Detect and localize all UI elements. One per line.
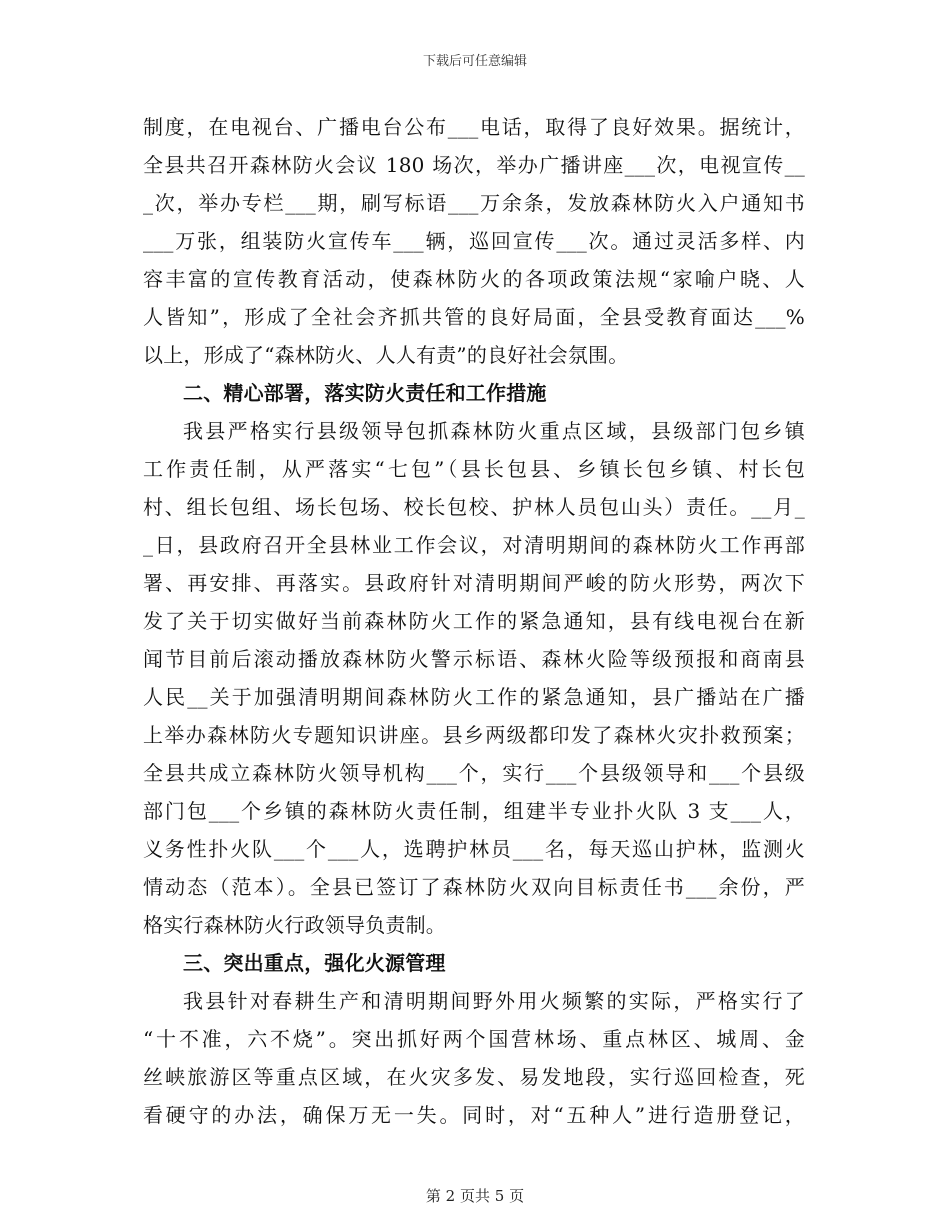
body-line: “十不准，六不烧”。突出抓好两个国营林场、重点林区、城周、金	[143, 1027, 805, 1051]
body-line: 全县共成立森林防火领导机构___个，实行___个县级领导和___个县级	[143, 761, 805, 785]
body-line: 丝峡旅游区等重点区域，在火灾多发、易发地段，实行巡回检查，死	[143, 1065, 805, 1089]
body-line: 全县共召开森林防火会议 180 场次，举办广播讲座___次，电视宣传__	[143, 153, 805, 177]
body-line: 看硬守的办法，确保万无一失。同时，对“五种人”进行造册登记，	[143, 1103, 805, 1127]
body-line: 我县严格实行县级领导包抓森林防火重点区域，县级部门包乡镇	[183, 419, 805, 443]
page-header: 下载后可任意编辑	[422, 54, 527, 69]
body-line: 人民__关于加强清明期间森林防火工作的紧急通知，县广播站在广播	[143, 685, 805, 709]
section-heading: 三、突出重点，强化火源管理	[183, 951, 446, 975]
body-line: 我县针对春耕生产和清明期间野外用火频繁的实际，严格实行了	[183, 989, 805, 1013]
body-line: 容丰富的宣传教育活动，使森林防火的各项政策法规“家喻户晓、人	[143, 267, 805, 291]
body-line: 情动态（范本）。全县已签订了森林防火双向目标责任书___余份，严	[143, 875, 805, 899]
body-line: 制度，在电视台、广播电台公布___电话，取得了良好效果。据统计，	[143, 115, 805, 139]
body-line: 署、再安排、再落实。县政府针对清明期间严峻的防火形势，两次下	[143, 571, 805, 595]
body-line: 部门包___个乡镇的森林防火责任制，组建半专业扑火队 3 支___人，	[143, 799, 805, 823]
body-line: 以上，形成了“森林防火、人人有责”的良好社会氛围。	[143, 343, 629, 367]
document-body	[143, 108, 805, 1134]
body-line: 工作责任制，从严落实“七包”（县长包县、乡镇长包乡镇、村长包	[143, 457, 805, 481]
page-footer: 第 2 页共 5 页	[425, 1187, 525, 1205]
body-line: _日，县政府召开全县林业工作会议，对清明期间的森林防火工作再部	[143, 533, 805, 557]
body-line: 人皆知”，形成了全社会齐抓共管的良好局面，全县受教育面达___%	[143, 305, 805, 329]
body-line: 义务性扑火队___个___人，选聘护林员___名，每天巡山护林，监测火	[143, 837, 805, 861]
body-line: _次，举办专栏___期，刷写标语___万余条，发放森林防火入户通知书	[143, 191, 805, 215]
body-line: 发了关于切实做好当前森林防火工作的紧急通知，县有线电视台在新	[143, 609, 805, 633]
body-line: 上举办森林防火专题知识讲座。县乡两级都印发了森林火灾扑救预案；	[143, 723, 805, 747]
body-line: 闻节目前后滚动播放森林防火警示标语、森林火险等级预报和商南县	[143, 647, 805, 671]
body-line: ___万张，组装防火宣传车___辆，巡回宣传___次。通过灵活多样、内	[143, 229, 805, 253]
section-heading: 二、精心部署，落实防火责任和工作措施	[183, 381, 547, 405]
body-line: 格实行森林防火行政领导负责制。	[143, 913, 446, 937]
body-line: 村、组长包组、场长包场、校长包校、护林人员包山头）责任。__月_	[143, 495, 805, 519]
